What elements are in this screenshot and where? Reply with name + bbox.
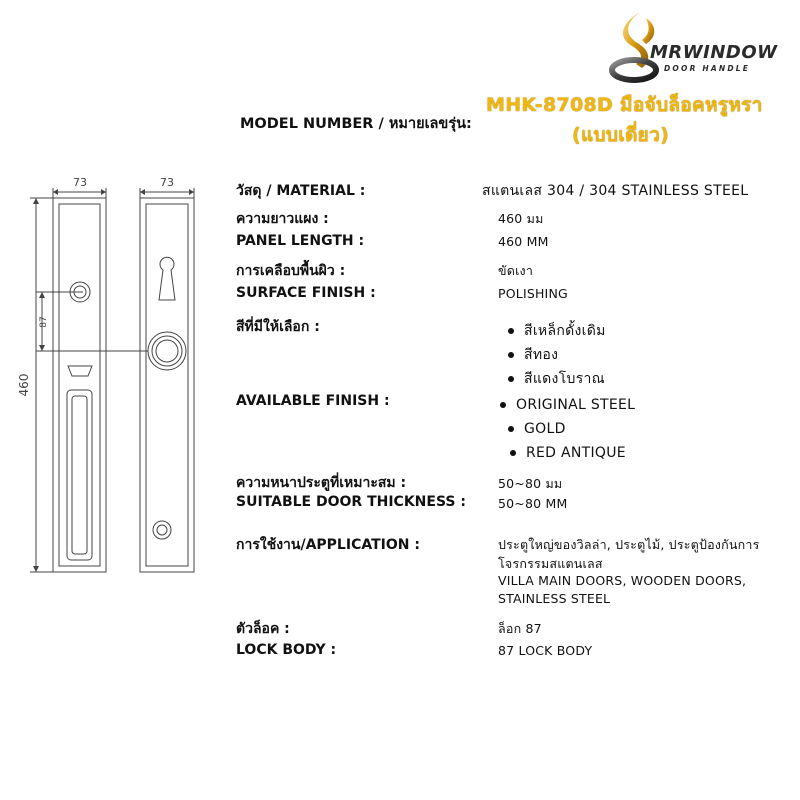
front-panel [53, 198, 106, 572]
lock-label-th: ตัวล็อค : [236, 621, 290, 637]
application-en-line1: VILLA MAIN DOORS, WOODEN DOORS, [498, 573, 747, 588]
available-label-th: สีที่มีให้เลือก : [236, 319, 320, 335]
material-label: วัสดุ / MATERIAL : [236, 183, 366, 199]
model-label: MODEL NUMBER / หมายเลขรุ่น: [240, 116, 472, 132]
page-title-variant: (แบบเดี่ยว) [572, 124, 670, 146]
finish-label-th: การเคลือบพื้นผิว : [236, 263, 346, 279]
bullet-icon [508, 376, 514, 382]
available-label-en: AVAILABLE FINISH : [236, 393, 390, 409]
bullet-icon [510, 450, 516, 456]
available-item-en: RED ANTIQUE [510, 445, 626, 461]
available-item-th: สีเหล็กดั้งเดิม [508, 320, 606, 342]
lock-value-th: ล็อก 87 [498, 621, 542, 636]
finish-value-en: POLISHING [498, 286, 568, 301]
thickness-label-en: SUITABLE DOOR THICKNESS : [236, 494, 466, 510]
length-label-th: ความยาวแผง : [236, 211, 329, 227]
thickness-label-th: ความหนาประตูที่เหมาะสม : [236, 475, 407, 491]
bullet-icon [508, 426, 514, 432]
lock-label-en: LOCK BODY : [236, 642, 337, 658]
finish-value-th: ขัดเงา [498, 263, 534, 278]
available-item-en: ORIGINAL STEEL [500, 397, 635, 413]
available-item-en: GOLD [508, 421, 566, 437]
material-value: สแตนเลส 304 / 304 STAINLESS STEEL [482, 183, 749, 199]
length-label-en: PANEL LENGTH : [236, 233, 365, 249]
screw [153, 521, 171, 539]
bullet-icon [508, 328, 514, 334]
page-title: MHK-8708D มือจับล็อคหรูหรา [486, 94, 763, 116]
knob-outline [148, 332, 186, 370]
length-value-en: 460 MM [498, 234, 549, 249]
width-label-right: 73 [160, 176, 174, 189]
available-item-th: สีทอง [508, 344, 558, 366]
brand-name: MRWINDOW [650, 42, 778, 63]
bullet-icon [508, 352, 514, 358]
length-value-th: 460 มม [498, 211, 544, 226]
brand-logo [606, 8, 796, 88]
application-label: การใช้งาน/APPLICATION : [236, 537, 420, 553]
finish-label-en: SURFACE FINISH : [236, 285, 376, 301]
lock-value-en: 87 LOCK BODY [498, 643, 593, 658]
offset-label: 87 [39, 316, 49, 328]
application-en-line2: STAINLESS STEEL [498, 591, 611, 606]
back-panel [140, 198, 194, 572]
thumb-press [68, 366, 92, 376]
technical-drawing [0, 170, 230, 590]
thickness-value-en: 50~80 MM [498, 496, 568, 511]
available-item-th: สีแดงโบราณ [508, 368, 605, 390]
bullet-icon [500, 402, 506, 408]
brand-tagline: DOOR HANDLE [664, 64, 751, 73]
width-label-left: 73 [73, 176, 87, 189]
keyhole [159, 257, 175, 300]
application-th-line2: โจรกรรมสแตนเลส [498, 556, 603, 571]
height-label: 460 [17, 373, 31, 397]
application-th-line1: ประตูใหญ่ของวิลล่า, ประตูไม้, ประตูป้องกันการ [498, 537, 760, 552]
thickness-value-th: 50~80 มม [498, 476, 563, 491]
handle-grip [67, 390, 92, 560]
